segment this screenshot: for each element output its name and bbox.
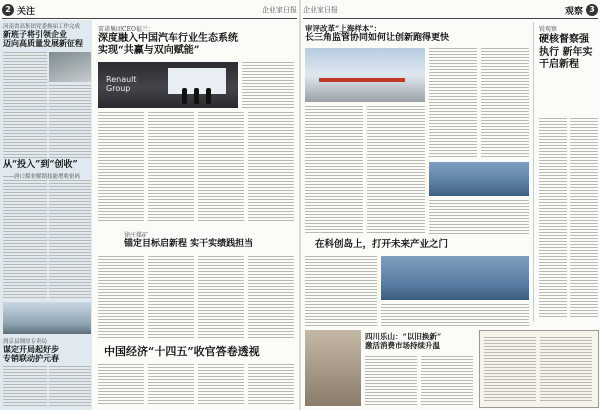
right-masthead xyxy=(303,3,598,17)
main-story-body-top xyxy=(242,62,294,108)
col1-body-b xyxy=(49,85,91,160)
main-story-photo xyxy=(305,48,425,102)
col1-body-f xyxy=(49,366,91,406)
third-story-body-a xyxy=(365,356,417,406)
left-masthead xyxy=(2,3,297,17)
main-story-photo-2 xyxy=(429,162,529,196)
photo-ribbon xyxy=(319,78,405,82)
main-story-headline: 深度融入中国汽车行业生态系统 实现“共赢与双向赋能” xyxy=(98,33,238,56)
sub-story-body-c xyxy=(198,256,244,338)
main-story-kicker: 雷诺集团CEO福兰： xyxy=(98,26,154,33)
main-story-body-b xyxy=(481,48,529,158)
side-column-kicker: 锐观察 xyxy=(539,26,558,33)
photo-person xyxy=(206,88,211,104)
main-story-headline: 长三角监管协同如何让创新跑得更快 xyxy=(305,33,450,43)
main-story-body-b xyxy=(148,112,194,222)
col1-photo xyxy=(49,52,91,82)
right-page xyxy=(301,0,600,410)
advertisement-box xyxy=(479,330,599,408)
col1-kicker: 河南省高集团党委换届工作完成 xyxy=(3,24,81,30)
third-story-headline: 四川乐山：“以旧换新” 激活消费市场持续升温 xyxy=(365,332,442,350)
main-story-body-c xyxy=(198,112,244,222)
main-story-body-d xyxy=(367,106,425,234)
paper-name: 企业家日报 xyxy=(262,6,297,14)
masthead-rule xyxy=(303,18,598,19)
side-column-body-b xyxy=(570,118,598,318)
sub-story-body-d xyxy=(248,256,294,338)
main-story-body-a xyxy=(429,48,477,158)
side-column-headline: 硬核督察强执行 新年实干启新程 xyxy=(539,34,593,70)
ad-body-a xyxy=(484,337,536,401)
col1-kicker-3: 润京县钢厚专卖局 xyxy=(3,339,48,345)
second-story-photo xyxy=(381,256,529,300)
column-divider xyxy=(533,22,534,322)
col1-subhead-2: ——唐口煤业解锁技能增收密码 xyxy=(3,174,81,180)
sub-story-body-b xyxy=(148,256,194,338)
side-column-body-a xyxy=(539,118,567,318)
col1-headline-2: 从“投入”到“创收” xyxy=(3,160,78,170)
main-story-body-e xyxy=(429,200,529,234)
sub-story-headline: 锚定目标启新程 实干实绩践担当 xyxy=(124,239,254,249)
col1-body-a xyxy=(3,52,47,160)
page-number-badge: 3 xyxy=(586,4,598,16)
bottom-story-headline: 中国经济“十四五”收官答卷透视 xyxy=(104,345,260,358)
paper-name: 企业家日报 xyxy=(303,6,338,14)
second-story-body-a xyxy=(305,256,377,326)
col1-body-c xyxy=(3,180,47,300)
ad-body-b xyxy=(540,337,592,401)
main-story-photo xyxy=(98,62,238,108)
photo-person xyxy=(194,88,199,104)
sub-story-kicker: 徐庄煤矿 xyxy=(124,232,149,239)
second-story-body-b xyxy=(381,304,529,326)
third-story-body-b xyxy=(421,356,473,406)
sub-story-body-a xyxy=(98,256,144,338)
main-story-kicker: 审评改革“上海样本”： xyxy=(305,24,382,33)
col1-headline: 新班子将引领企业 迈向高质量发展新征程 xyxy=(3,29,83,49)
col1-body-d xyxy=(49,180,91,300)
photo-stage-brand: Renault Group xyxy=(106,75,137,93)
col1-photo-2 xyxy=(3,302,91,334)
col1-body-e xyxy=(3,366,47,406)
page-number-badge: 2 xyxy=(2,4,14,16)
col1-headline-3: 谋定开局起好步 专销联动护元春 xyxy=(3,344,59,364)
left-page xyxy=(0,0,299,410)
third-story-photo xyxy=(305,330,361,406)
bottom-story-body-c xyxy=(198,364,244,406)
bottom-story-body-a xyxy=(98,364,144,406)
second-story-headline: 在科创岛上，打开未来产业之门 xyxy=(315,239,449,250)
section-title: 观察 xyxy=(564,6,583,17)
bottom-story-body-d xyxy=(248,364,294,406)
main-story-body-d xyxy=(248,112,294,222)
masthead-rule xyxy=(2,18,297,19)
bottom-story-body-b xyxy=(148,364,194,406)
main-story-body-c xyxy=(305,106,363,234)
section-title: 关注 xyxy=(17,6,36,17)
main-story-body-a xyxy=(98,112,144,222)
photo-person xyxy=(182,88,187,104)
